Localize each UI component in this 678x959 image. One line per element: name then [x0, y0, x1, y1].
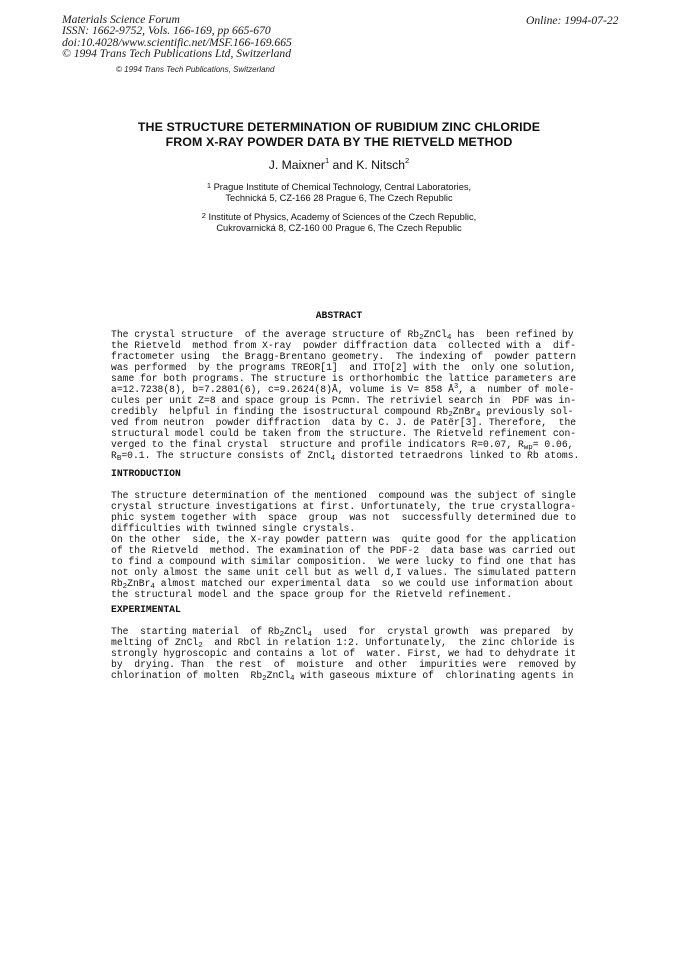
author-2: K. Nitsch — [356, 158, 406, 172]
author-separator: and — [329, 158, 357, 172]
text-line: a=12.7238(8), b=7.2801(6), c=9.2624(8)Å, volume is V= 858 $Å^3$, a number of mole- — [111, 383, 575, 395]
copyright-line: © 1994 Trans Tech Publications Ltd, Switzerland — [62, 47, 292, 61]
text-line: same for both programs. The structure is orthorhombic the lattice parameters are — [111, 373, 577, 384]
text-line: credibly helpful in finding the isostructural compound $Rb_2ZnBr_4$ previously sol- — [111, 406, 574, 419]
text-line: not only almost the same unit cell but as well d,I values. The simulated pattern — [111, 567, 577, 578]
text-line: the structural model and the space group for the Rietveld refinement. — [111, 589, 513, 600]
affiliation-line: Cukrovarnická 8, CZ-160 00 Prague 6, The Czech Republic — [216, 223, 462, 234]
text-line: ved from neutron powder diffraction data by C. J. de Patër[3]. Therefore, the — [111, 417, 577, 428]
author-list — [0, 158, 678, 172]
text-line: The structure determination of the mentioned compound was the subject of single — [111, 490, 577, 501]
text-line: melting of ZnCl$_2$ and RbCl in relation 1:2. Unfortunately, the zinc chloride is — [111, 637, 575, 650]
text-line: The starting material of $Rb_2ZnCl_4$ used for crystal growth was prepared by — [111, 626, 574, 639]
text-line: phic system together with space group was not successfully determined due to — [111, 512, 577, 523]
text-line: On the other side, the X-ray powder pattern was quite good for the application — [111, 534, 577, 545]
online-date: Online: 1994-07-22 — [526, 14, 619, 27]
publisher-stamp: © 1994 Trans Tech Publications, Switzerland — [116, 65, 275, 74]
affiliation-line: Technická 5, CZ-166 28 Prague 6, The Czech Republic — [225, 193, 453, 204]
title-line-1: THE STRUCTURE DETERMINATION OF RUBIDIUM ZINC CHLORIDE — [137, 120, 541, 134]
text-line: difficulties with twinned single crystals. — [111, 523, 356, 534]
text-line: chlorination of molten $Rb_2ZnCl_4$ with gaseous mixture of chlorinating agents in — [111, 670, 574, 683]
affiliation-2 — [0, 212, 678, 235]
text-line: strongly hygroscopic and contains a lot of water. First, we had to dehydrate it — [111, 648, 577, 659]
author-2-affil-mark: 2 — [405, 156, 410, 165]
text-line: structural model could be taken from the structure. The Rietveld refinement con- — [111, 428, 577, 439]
citation-header — [62, 14, 292, 60]
paper-title — [0, 120, 678, 150]
affil-mark: 1 — [206, 181, 212, 190]
affiliation-line: Prague Institute of Chemical Technology, Central Laboratories, — [213, 182, 472, 192]
abstract-body — [111, 329, 580, 463]
text-line: was performed by the programs TREOR[1] and ITO[2] with the only one solution, — [111, 362, 577, 373]
text-line: to find a compound with similar composition. We were lucky to find one that has — [111, 556, 577, 567]
experimental-body — [111, 626, 577, 683]
experimental-heading: EXPERIMENTAL — [111, 604, 181, 615]
text-line: cules per unit Z=8 and space group is Pcmn. The retriviel search in PDF was in- — [111, 395, 577, 406]
affiliation-line: Institute of Physics, Academy of Sciences of the Czech Republic, — [208, 212, 477, 222]
title-line-2: FROM X-RAY POWDER DATA BY THE RIETVELD METHOD — [165, 135, 513, 149]
affiliation-1 — [0, 182, 678, 205]
affil-mark: 2 — [201, 211, 206, 220]
text-line: crystal structure investigations at first. Unfortunately, the true crystallogra- — [111, 501, 577, 512]
text-line: of the Rietveld method. The examination of the PDF-2 data base was carried out — [111, 545, 577, 556]
issn-line: ISSN: 1662-9752, Vols. 166-169, pp 665-670 — [62, 24, 271, 38]
abstract-heading: ABSTRACT — [315, 310, 363, 321]
text-line: the Rietveld method from X-ray powder diffraction data collected with a dif- — [111, 340, 577, 351]
introduction-heading: INTRODUCTION — [111, 468, 181, 479]
author-1: J. Maixner — [268, 158, 325, 172]
text-line: $Rb_2ZnBr_4$ almost matched our experimental data so we could use information about — [111, 578, 574, 591]
journal-name: Materials Science Forum — [62, 13, 180, 26]
text-line: $R_B=0.1$. The structure consists of ZnCl$_4$ distorted tetraedrons linked to Rb atoms. — [111, 450, 580, 463]
text-line: verged to the final crystal structure and profile indicators R=0.07, $R_{wp}= 0.06$, — [111, 439, 574, 452]
doi-line[interactable]: doi:10.4028/www.scientific.net/MSF.166-169.665 — [62, 35, 292, 49]
text-line: by drying. Than the rest of moisture and other impurities were removed by — [111, 659, 577, 670]
author-1-affil-mark: 1 — [325, 156, 330, 165]
text-line: The crystal structure of the average structure of $Rb_2ZnCl_4$ has been refined by — [111, 329, 574, 342]
text-line: fractometer using the Bragg-Brentano geometry. The indexing of powder pattern — [111, 351, 577, 362]
introduction-body — [111, 490, 577, 600]
